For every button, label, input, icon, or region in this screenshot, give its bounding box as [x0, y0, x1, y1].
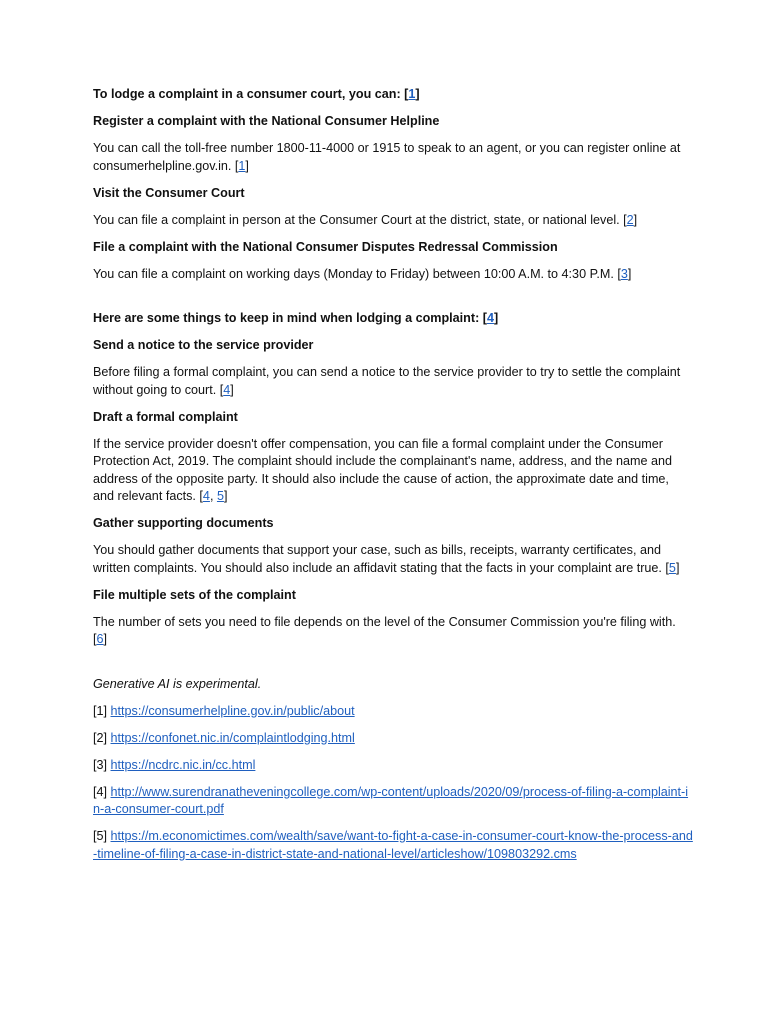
section-title: Register a complaint with the National Consumer Helpline	[93, 114, 440, 128]
reference-item	[93, 730, 693, 748]
intro-heading-text: To lodge a complaint in a consumer court, you can:	[93, 87, 401, 101]
disclaimer-text: Generative AI is experimental.	[93, 676, 262, 691]
section-body-text: You can file a complaint on working days (Monday to Friday) between 10:00 A.M. to 4:30 P.M.	[93, 266, 614, 281]
reference-number: [3]	[93, 757, 108, 772]
section-body-text: The number of sets you need to file depends on the level of the Consumer Commission you're filing with.	[93, 614, 676, 629]
section-body: You can file a complaint in person at the Consumer Court at the district, state, or national level. [2]	[93, 212, 638, 227]
section-body-text: You can call the toll-free number 1800-11-4000 or 1915 to speak to an agent, or you can register online at consumerhelpline.gov.in.	[93, 141, 681, 173]
reference-number: [5]	[93, 829, 108, 843]
section-title: Gather supporting documents	[93, 516, 274, 530]
citation-link[interactable]: 1	[238, 158, 246, 173]
section-title: Visit the Consumer Court	[93, 185, 245, 200]
section-body: You should gather documents that support your case, such as bills, receipts, warranty certificates, and written complaints. You should also include an affidavit stating that the facts in your complaint are true. [5]	[93, 543, 680, 575]
section-body: If the service provider doesn't offer compensation, you can file a formal complaint under the Consumer Protection Act, 2019. The complaint should include the complainant's name, address, and the name and address of the opposite party. It should also include the cause of action, the approximate date and time, and relevant facts. [4, 5]	[93, 436, 673, 503]
reference-item	[93, 784, 693, 819]
reference-link[interactable]: https://m.economictimes.com/wealth/save/want-to-fight-a-case-in-consumer-court-know-the-process-and-timeline-of-filing-a-case-in-district-state-and-national-level/articleshow/109803292.cms	[93, 829, 693, 861]
section-body: Before filing a formal complaint, you can send a notice to the service provider to try to settle the complaint without going to court. [4]	[93, 365, 681, 397]
section-title: File multiple sets of the complaint	[93, 587, 296, 602]
tips-list	[93, 337, 693, 649]
section-title: Draft a formal complaint	[93, 409, 238, 424]
references-list	[93, 703, 693, 864]
reference-number: [4]	[93, 784, 108, 799]
reference-item	[93, 828, 693, 863]
section-body-text: Before filing a formal complaint, you can send a notice to the service provider to try to settle the complaint without going to court.	[93, 365, 681, 397]
tips-heading-text: Here are some things to keep in mind when lodging a complaint:	[93, 311, 480, 325]
citation-link[interactable]: 3	[620, 266, 628, 281]
citation-link[interactable]: 4	[202, 489, 210, 503]
section-title: File a complaint with the National Consumer Disputes Redressal Commission	[93, 239, 558, 254]
tips-heading: Here are some things to keep in mind when lodging a complaint: [4]	[93, 311, 499, 325]
citation-link[interactable]: 6	[96, 632, 104, 646]
section-body: You can file a complaint on working days (Monday to Friday) between 10:00 A.M. to 4:30 P.M. [3]	[93, 266, 632, 281]
citation-link[interactable]: 2	[626, 212, 634, 227]
reference-number: [2]	[93, 730, 108, 745]
reference-number: [1]	[93, 703, 108, 718]
citation-link[interactable]: 4	[486, 311, 494, 325]
section-body-text: You should gather documents that support your case, such as bills, receipts, warranty certificates, and written complaints. You should also include an affidavit stating that the facts in your complaint are true.	[93, 543, 662, 575]
options-list	[93, 113, 693, 283]
intro-heading: To lodge a complaint in a consumer court, you can: [1]	[93, 87, 420, 101]
citation-link[interactable]: 5	[216, 489, 224, 503]
section-body-text: You can file a complaint in person at the Consumer Court at the district, state, or national level.	[93, 212, 620, 227]
citation-link[interactable]: 5	[668, 560, 676, 575]
section-body: The number of sets you need to file depends on the level of the Consumer Commission you're filing with. [6]	[93, 614, 676, 646]
section-body-text: If the service provider doesn't offer compensation, you can file a formal complaint under the Consumer Protection Act, 2019. The complaint should include the complainant's name, address, and the name and address of the opposite party. It should also include the cause of action, the approximate date and time, and relevant facts.	[93, 436, 673, 503]
reference-link[interactable]: https://ncdrc.nic.in/cc.html	[110, 757, 256, 772]
reference-link[interactable]: https://confonet.nic.in/complaintlodging.html	[110, 730, 355, 745]
reference-item	[93, 757, 693, 775]
reference-link[interactable]: http://www.surendranatheveningcollege.com/wp-content/uploads/2020/09/process-of-filing-a-complaint-in-a-consumer-court.pdf	[93, 784, 689, 816]
reference-item	[93, 703, 693, 721]
reference-link[interactable]: https://consumerhelpline.gov.in/public/about	[110, 703, 355, 718]
citation-link[interactable]: 1	[408, 87, 416, 101]
section-body: You can call the toll-free number 1800-11-4000 or 1915 to speak to an agent, or you can register online at consumerhelpline.gov.in. [1]	[93, 141, 681, 173]
citation-link[interactable]: 4	[223, 382, 231, 397]
section-title: Send a notice to the service provider	[93, 338, 314, 352]
document-page	[93, 86, 693, 873]
